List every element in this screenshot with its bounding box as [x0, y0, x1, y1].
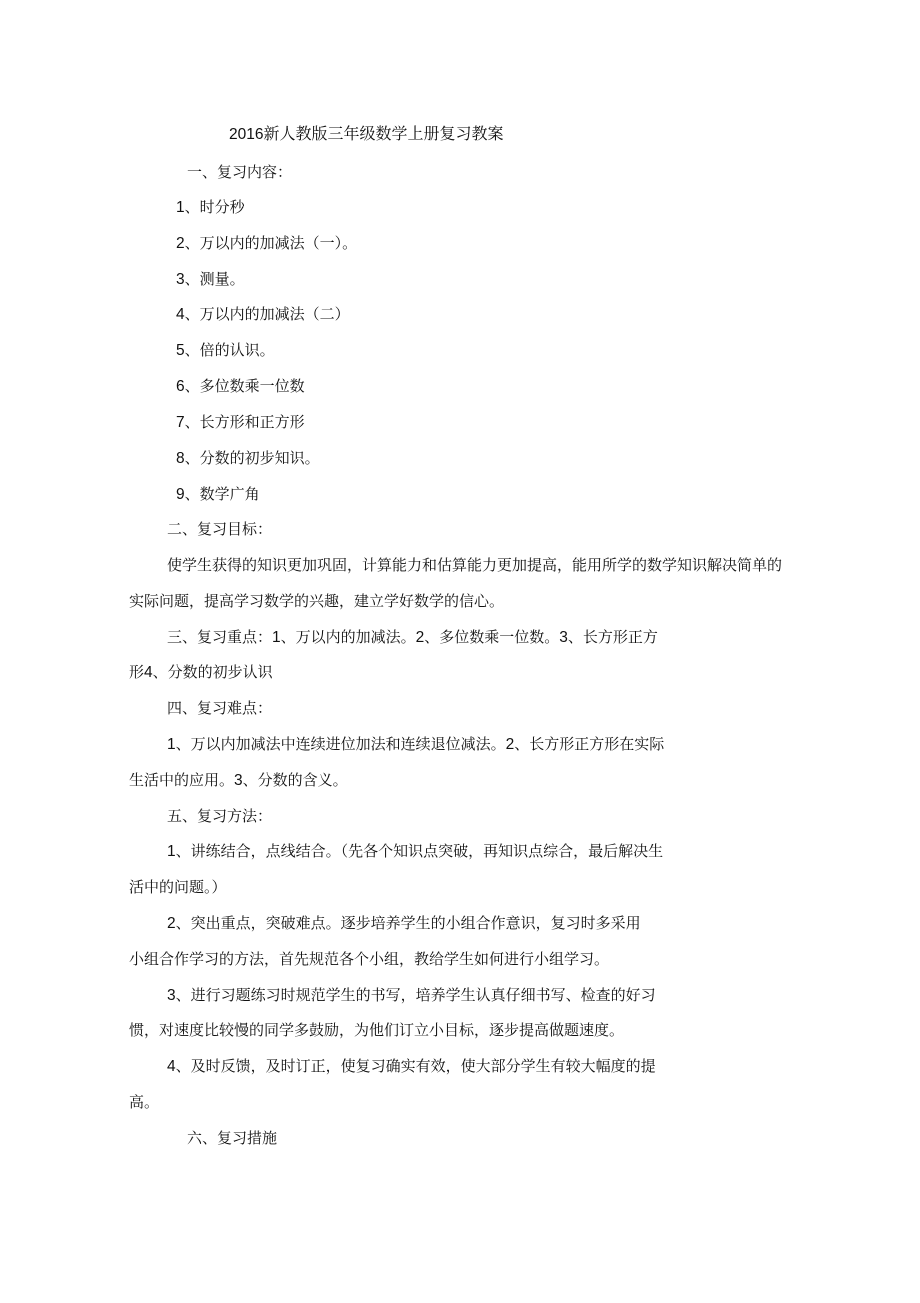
method-1-line-2: 活中的问题。）: [129, 878, 227, 896]
method-3-line-1: [167, 985, 656, 1006]
difficult-number: 3: [234, 772, 243, 789]
difficult-text: 、万以内加减法中连续进位加法和连续退位减法。: [175, 735, 506, 753]
difficult-text: 、分数的含义。: [242, 771, 348, 789]
difficult-text: 、长方形正方形在实际: [514, 735, 665, 753]
method-text: 、进行习题练习时规范学生的书写，培养学生认真仔细书写、检查的好习: [175, 986, 656, 1004]
content-item-number: 2: [176, 235, 185, 252]
content-item-number: 9: [176, 486, 185, 503]
method-4-line-2: 高。: [129, 1093, 160, 1111]
content-item-text: 、万以内的加减法（二）: [184, 305, 350, 323]
content-item-number: 8: [176, 450, 185, 467]
method-number: 4: [167, 1058, 176, 1075]
content-item-text: 、时分秒: [184, 198, 245, 216]
content-item-number: 3: [176, 271, 185, 288]
key-point-text: 、多位数乘一位数。: [424, 628, 560, 646]
key-point-number: 1: [272, 629, 281, 646]
content-item-text: 、多位数乘一位数: [184, 377, 305, 395]
title-text: 新人教版三年级数学上册复习教案: [263, 124, 504, 143]
content-item-text: 、长方形和正方形: [184, 413, 305, 431]
key-point-text: 、分数的初步认识: [152, 663, 273, 681]
content-item-8: [176, 448, 320, 469]
section-content-heading: 一、复习内容：: [187, 163, 293, 181]
content-item-3: [176, 269, 245, 290]
method-number: 2: [167, 915, 176, 932]
content-item-2: [176, 233, 357, 254]
content-item-5: [176, 340, 275, 361]
method-3-line-2: 惯，对速度比较慢的同学多鼓励，为他们订立小目标，逐步提高做题速度。: [129, 1021, 625, 1039]
content-item-text: 、数学广角: [184, 485, 260, 503]
method-1-line-1: [167, 841, 663, 862]
content-item-4: [176, 304, 350, 325]
key-points-line-2: [129, 662, 273, 683]
content-item-text: 、测量。: [184, 270, 245, 288]
content-item-9: [176, 484, 260, 505]
key-point-text: 形: [129, 663, 145, 681]
content-item-number: 1: [176, 199, 185, 216]
difficult-number: 1: [167, 736, 176, 753]
key-point-text: 、万以内的加减法。: [280, 628, 416, 646]
method-text: 、及时反馈，及时订正，使复习确实有效，使大部分学生有较大幅度的提: [175, 1057, 656, 1075]
content-item-number: 5: [176, 342, 185, 359]
method-text: 、突出重点，突破难点。逐步培养学生的小组合作意识，复习时多采用: [175, 914, 641, 932]
section-difficult-heading: 四、复习难点：: [167, 699, 273, 717]
method-text: 、讲练结合，点线结合。（先各个知识点突破，再知识点综合，最后解决生: [175, 842, 664, 860]
document-title: [229, 124, 504, 145]
key-points-line-1: [167, 627, 658, 648]
key-points-heading: 三、复习重点：: [167, 628, 273, 646]
difficult-line-2: [129, 770, 348, 791]
section-measures-heading: 六、复习措施: [187, 1129, 278, 1147]
content-item-text: 、万以内的加减法（一）。: [184, 234, 358, 252]
difficult-text: 生活中的应用。: [129, 771, 235, 789]
key-point-number: 2: [415, 629, 425, 646]
method-2-line-1: [167, 913, 641, 934]
difficult-line-1: [167, 734, 664, 755]
goal-paragraph-line-2: 实际问题，提高学习数学的兴趣，建立学好数学的信心。: [129, 592, 505, 610]
content-item-number: 4: [176, 306, 185, 323]
key-point-number: 3: [559, 629, 568, 646]
content-item-1: [176, 197, 245, 218]
key-point-text: 、长方形正方: [567, 628, 658, 646]
content-item-7: [176, 412, 305, 433]
section-goal-heading: 二、复习目标：: [167, 520, 273, 538]
key-point-number: 4: [144, 664, 153, 681]
content-item-text: 、倍的认识。: [184, 341, 275, 359]
content-item-number: 6: [176, 378, 185, 395]
content-item-text: 、分数的初步知识。: [184, 449, 320, 467]
method-number: 1: [167, 843, 176, 860]
content-item-6: [176, 376, 305, 397]
title-year: 2016: [229, 126, 264, 143]
method-4-line-1: [167, 1056, 656, 1077]
content-item-number: 7: [176, 414, 185, 431]
goal-paragraph-line-1: 使学生获得的知识更加巩固，计算能力和估算能力更加提高，能用所学的数学知识解决简单的: [167, 556, 783, 574]
method-number: 3: [167, 987, 176, 1004]
section-method-heading: 五、复习方法：: [167, 807, 273, 825]
difficult-number: 2: [505, 736, 515, 753]
method-2-line-2: 小组合作学习的方法，首先规范各个小组，教给学生如何进行小组学习。: [129, 950, 610, 968]
